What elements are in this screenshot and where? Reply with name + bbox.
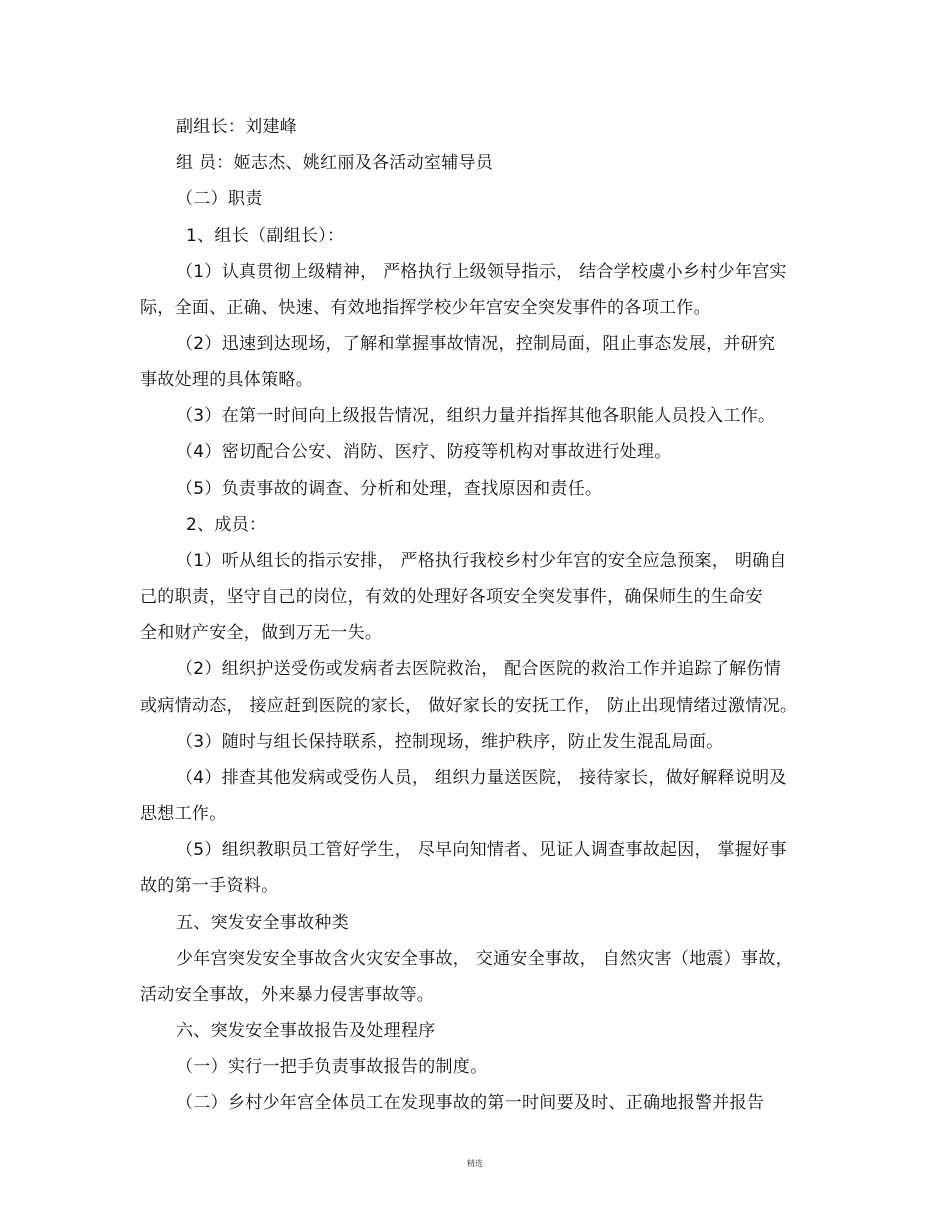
- text-line: （4）密切配合公安、消防、医疗、防疫等机构对事故进行处理。: [176, 442, 672, 462]
- text-line: 少年宫突发安全事故含火灾安全事故， 交通安全事故， 自然灾害（地震）事故，: [176, 949, 793, 969]
- text-line: 或病情动态， 接应赶到医院的家长， 做好家长的安抚工作， 防止出现情绪过激情况。: [140, 696, 798, 716]
- text-line: （一）实行一把手负责事故报告的制度。: [176, 1057, 488, 1077]
- text-line: （二）职责: [176, 189, 263, 209]
- section-heading: 五、突发安全事故种类: [176, 913, 349, 933]
- text-line: 己的职责，坚守自己的岗位，有效的处理好各项安全突发事件，确保师生的生命安: [140, 587, 763, 607]
- text-line: （5）组织教职员工管好学生， 尽早向知情者、见证人调查事故起因， 掌握好事: [176, 840, 787, 860]
- section-heading: 六、突发安全事故报告及处理程序: [176, 1021, 436, 1041]
- text-line: 1、组长（副组长）：: [186, 226, 345, 246]
- text-line: （1）认真贯彻上级精神， 严格执行上级领导指示， 结合学校虞小乡村少年宫实: [176, 262, 787, 282]
- text-line: 副组长：刘建峰: [176, 117, 298, 137]
- text-line: 事故处理的具体策略。: [140, 370, 313, 390]
- text-line: （2）迅速到达现场，了解和掌握事故情况，控制局面，阻止事态发展，并研究: [176, 334, 776, 354]
- text-line: （4）排查其他发病或受伤人员， 组织力量送医院， 接待家长，做好解释说明及: [176, 768, 787, 788]
- text-line: 际，全面、正确、快速、有效地指挥学校少年宫安全突发事件的各项工作。: [140, 298, 711, 318]
- text-line: （二）乡村少年宫全体员工在发现事故的第一时间要及时、正确地报警并报告: [176, 1093, 765, 1113]
- text-line: 故的第一手资料。: [140, 876, 279, 896]
- text-line: （3）随时与组长保持联系，控制现场，维护秩序，防止发生混乱局面。: [176, 732, 724, 752]
- text-line: （1）听从组长的指示安排， 严格执行我校乡村少年宫的安全应急预案， 明确自: [176, 551, 787, 571]
- text-line: 2、成员：: [186, 515, 267, 535]
- text-line: （2）组织护送受伤或发病者去医院救治， 配合医院的救治工作并追踪了解伤情: [176, 659, 782, 679]
- text-line: （3）在第一时间向上级报告情况，组织力量并指挥其他各职能人员投入工作。: [176, 406, 776, 426]
- text-line: 活动安全事故，外来暴力侵害事故等。: [140, 985, 435, 1005]
- text-line: （5）负责事故的调查、分析和处理，查找原因和责任。: [176, 479, 603, 499]
- page-footer: 精选: [467, 1159, 483, 1168]
- text-line: 组 员：姬志杰、姚红丽及各活动室辅导员: [176, 153, 494, 173]
- text-line: 思想工作。: [140, 804, 227, 824]
- text-line: 全和财产安全，做到万无一失。: [140, 623, 383, 643]
